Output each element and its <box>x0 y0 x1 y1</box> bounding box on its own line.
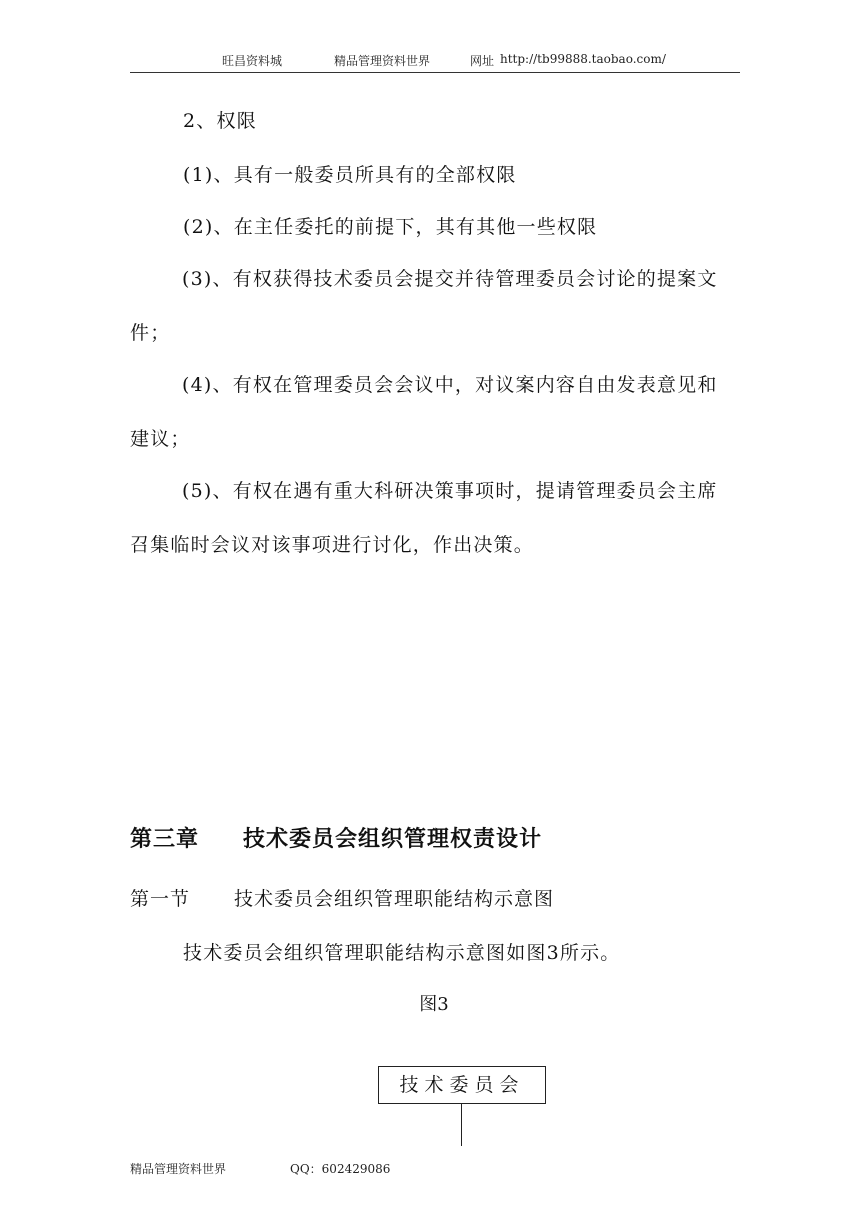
footer-site: 精品管理资料世界 <box>130 1162 227 1176</box>
list-item: (1)、具有一般委员所具有的全部权限 <box>183 164 517 186</box>
chapter-number: 第三章 <box>130 827 200 852</box>
section-heading <box>130 884 554 911</box>
section-number: 第一节 <box>130 888 191 910</box>
header-divider <box>130 72 740 73</box>
intro-text: 技术委员会组织管理职能结构示意图如图3所示。 <box>183 942 621 964</box>
header-shop-name: 旺昌资料城 <box>222 54 283 68</box>
org-chart-connector <box>461 1104 462 1146</box>
item-heading: 2、权限 <box>183 110 257 132</box>
chapter-heading <box>130 822 542 853</box>
chapter-title: 技术委员会组织管理权责设计 <box>243 827 543 852</box>
list-item: (2)、在主任委托的前提下，其有其他一些权限 <box>183 216 598 238</box>
figure-label: 图3 <box>419 994 449 1015</box>
section-title: 技术委员会组织管理职能结构示意图 <box>234 888 555 910</box>
page-header <box>0 52 868 72</box>
header-url[interactable]: http://tb99888.taobao.com/ <box>500 52 666 66</box>
org-chart-top-node: 技术委员会 <box>378 1066 546 1104</box>
list-item: (4)、有权在管理委员会会议中，对议案内容自由发表意见和建议； <box>130 374 718 450</box>
list-item: (5)、有权在遇有重大科研决策事项时，提请管理委员会主席召集临时会议对该事项进行讨化，作出决策。 <box>130 480 718 556</box>
header-world-name: 精品管理资料世界 <box>334 54 431 68</box>
list-item: (3)、有权获得技术委员会提交并待管理委员会讨论的提案文件； <box>130 268 718 344</box>
footer-qq: QQ：602429086 <box>290 1162 391 1176</box>
header-url-label: 网址 <box>470 54 495 68</box>
